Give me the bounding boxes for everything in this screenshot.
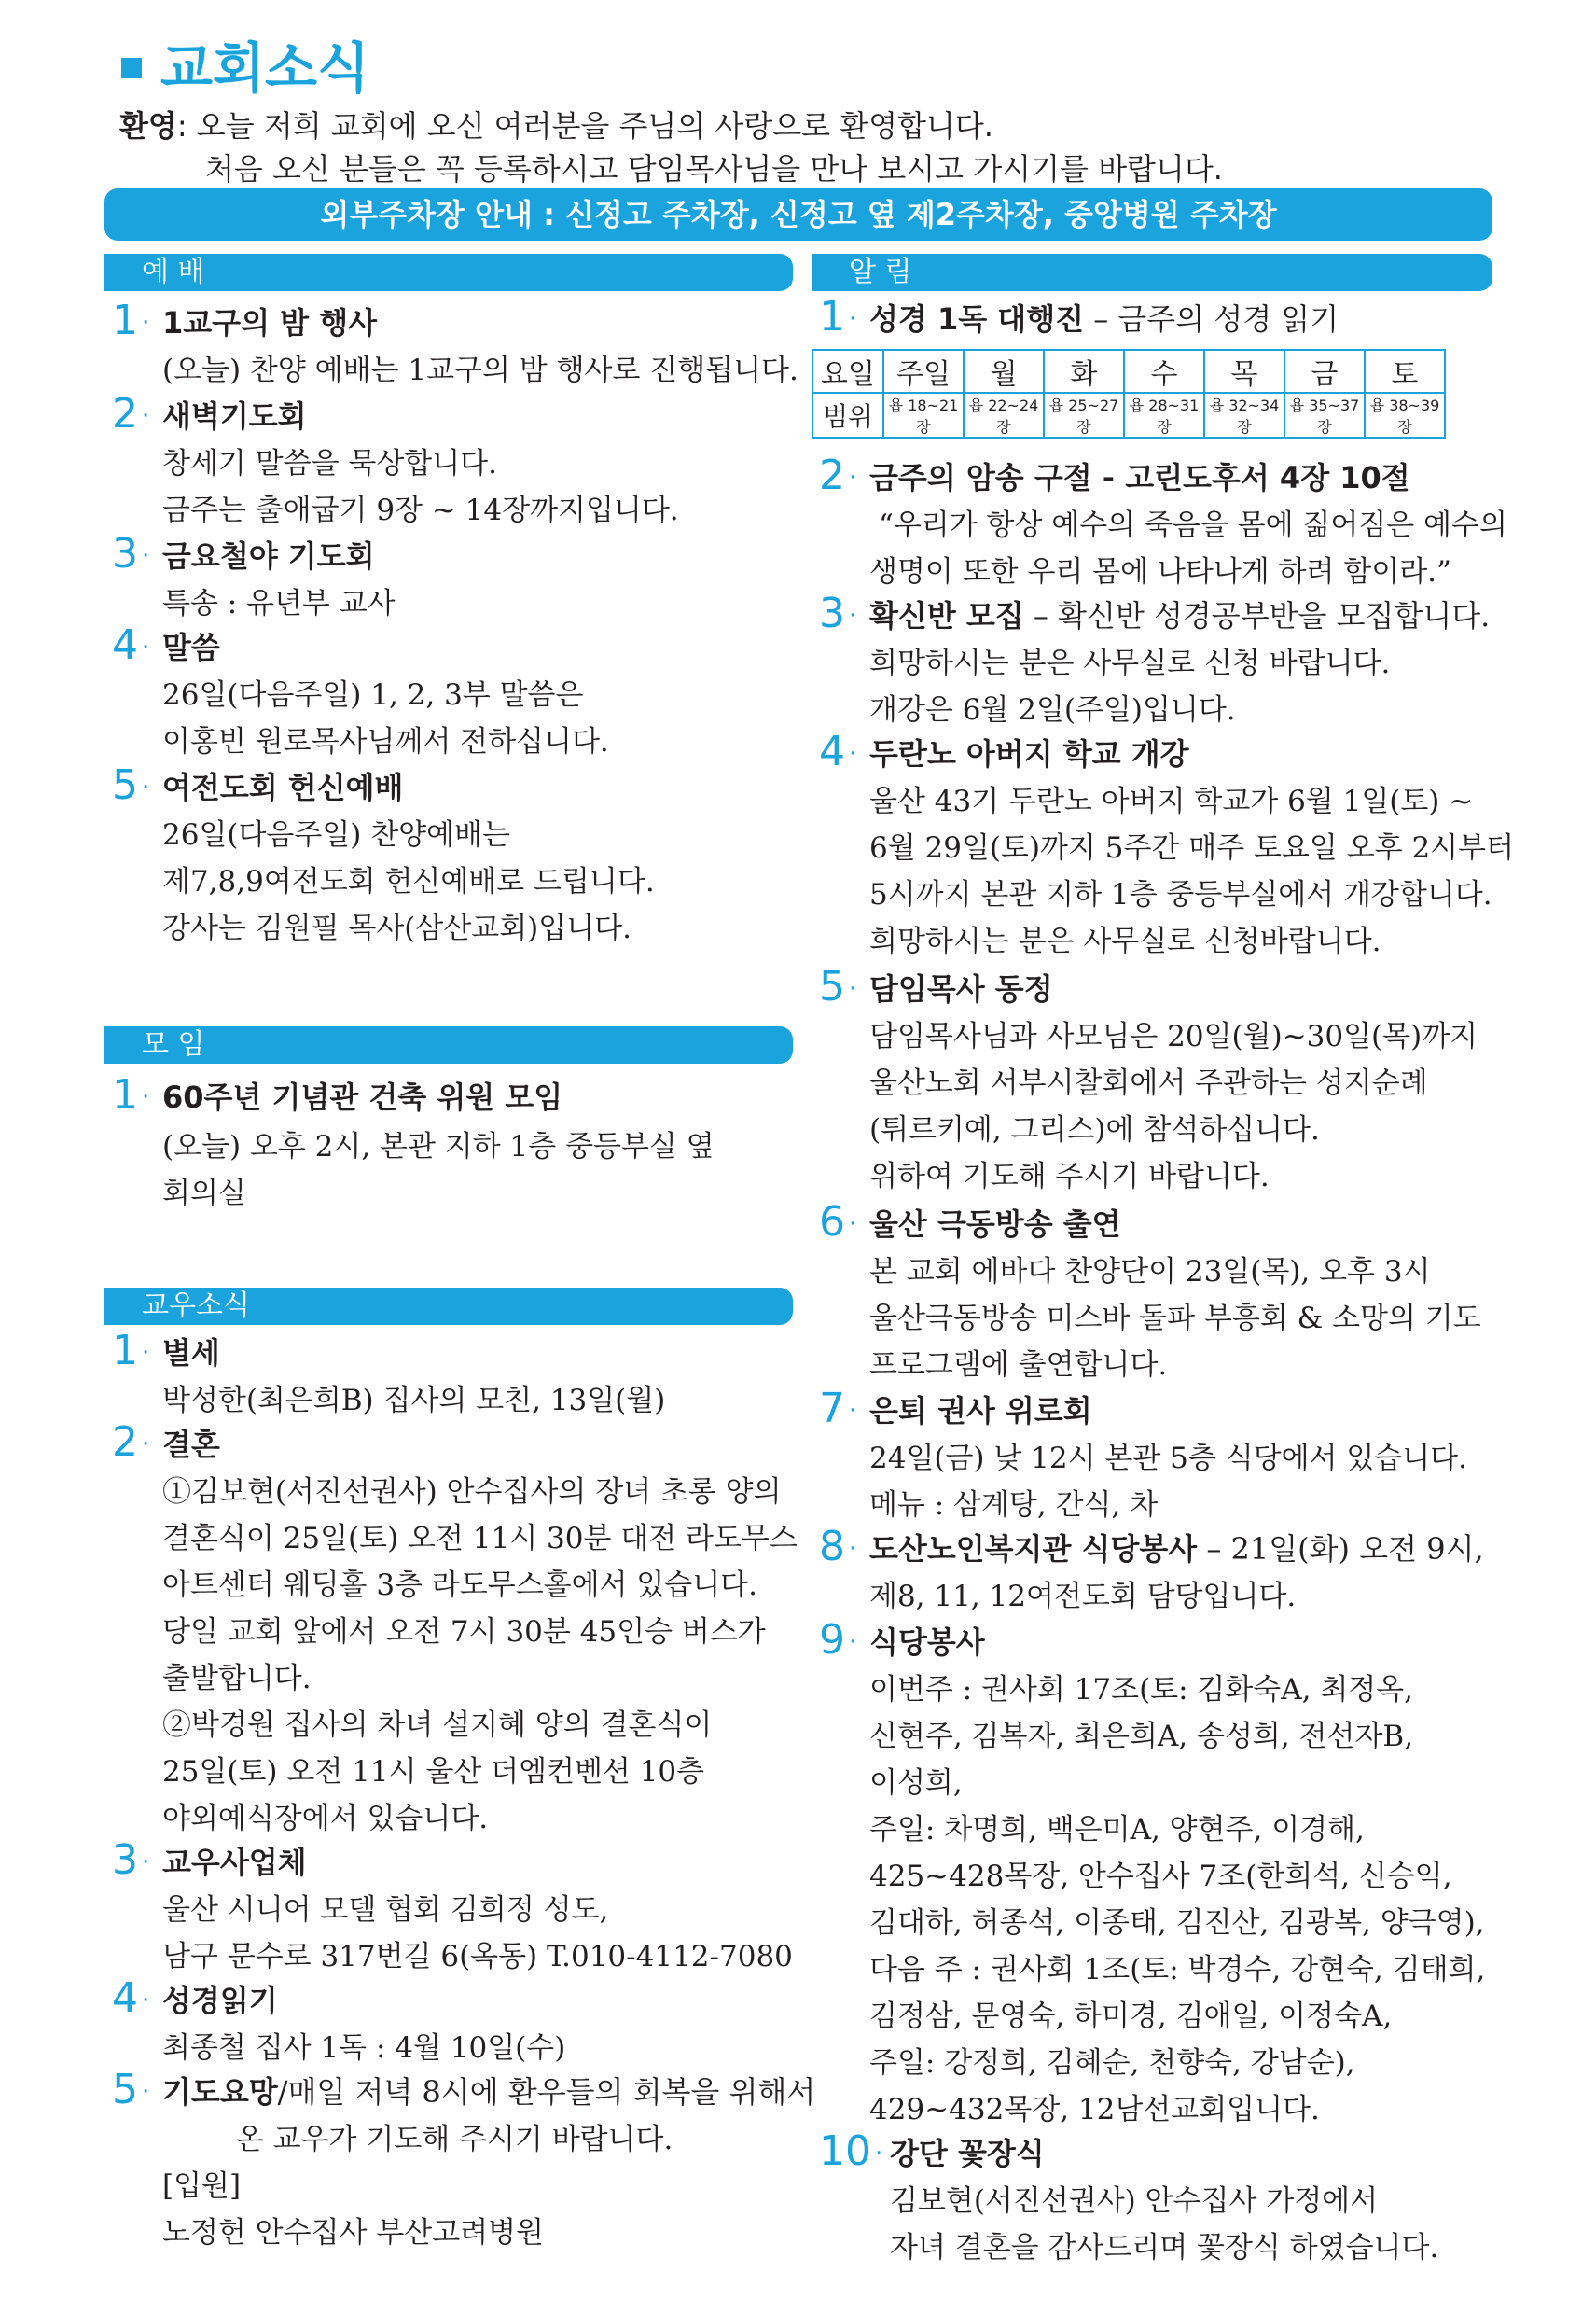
item-title: 강단 꽃장식 bbox=[890, 2136, 1045, 2171]
item-text: (튀르키예, 그리스)에 참석하십니다. bbox=[869, 1113, 1320, 1147]
item-text: 425~428목장, 안수집사 7조(한희석, 신승익, bbox=[869, 1860, 1452, 1893]
item-text: 프로그램에 출연합니다. bbox=[869, 1348, 1168, 1382]
item-number: 5 · bbox=[112, 2066, 150, 2113]
item-text: “우리가 항상 예수의 죽음을 몸에 짊어짐은 예수의 bbox=[879, 509, 1507, 542]
item-number: 3 · bbox=[112, 1836, 150, 1884]
item-title: 교우사업체 bbox=[162, 1845, 307, 1880]
table-header-row bbox=[812, 350, 1445, 393]
page-title: 교회소식 bbox=[160, 36, 370, 100]
item-text: 당일 교회 앞에서 오전 7시 30분 45인승 버스가 bbox=[162, 1615, 766, 1649]
item-title-rest: /매일 저녁 8시에 환우들의 회복을 위해서 bbox=[277, 2074, 816, 2110]
item-number: 8 · bbox=[819, 1523, 857, 1570]
table-header-cell: 화 bbox=[1044, 350, 1124, 393]
item-text: ①김보현(서진선권사) 안수집사의 장녀 초롱 양의 bbox=[162, 1475, 782, 1509]
item-text: ②박경원 집사의 차녀 설지혜 양의 결혼식이 bbox=[162, 1708, 713, 1742]
item-text: 26일(다음주일) 1, 2, 3부 말씀은 bbox=[162, 678, 584, 712]
table-header-cell: 월 bbox=[964, 350, 1044, 393]
item-text: 야외예식장에서 있습니다. bbox=[162, 1802, 489, 1835]
item-text: 회의실 bbox=[162, 1177, 246, 1210]
item-title: 금요철야 기도회 bbox=[162, 538, 375, 574]
item-text: 특송 : 유년부 교사 bbox=[162, 587, 396, 620]
item-number: 3 · bbox=[819, 590, 857, 637]
item-title: 금주의 암송 구절 - 고린도후서 4장 10절 bbox=[869, 460, 1410, 495]
item-number: 2 · bbox=[112, 390, 150, 438]
item-number: 5 · bbox=[112, 761, 150, 809]
table-header-cell: 금 bbox=[1284, 350, 1365, 393]
item-text: 남구 문수로 317번길 6(옥동) T.010-4112-7080 bbox=[162, 1940, 793, 1973]
item-text: 이번주 : 권사회 17조(토: 김화숙A, 최정옥, bbox=[869, 1673, 1414, 1707]
item-text: 제8, 11, 12여전도회 담당입니다. bbox=[869, 1580, 1297, 1613]
item-text: 429~432목장, 12남선교회입니다. bbox=[869, 2093, 1320, 2126]
welcome-label: 환영 bbox=[119, 108, 177, 144]
item-text: 주일: 차명희, 백은미A, 양현주, 이경해, bbox=[869, 1813, 1365, 1847]
item-text: 제7,8,9여전도회 헌신예배로 드립니다. bbox=[162, 865, 655, 899]
item-text: [입원] bbox=[162, 2169, 242, 2203]
item-title: 기도요망/매일 저녁 8시에 환우들의 회복을 위해서 bbox=[162, 2074, 816, 2110]
item-text: 이성희, bbox=[869, 1766, 963, 1800]
item-text: 메뉴 : 삼계탕, 간식, 차 bbox=[869, 1488, 1159, 1522]
table-header-cell: 수 bbox=[1124, 350, 1204, 393]
welcome-message bbox=[119, 105, 1223, 190]
item-number: 1 · bbox=[112, 297, 150, 344]
item-text: 울산극동방송 미스바 돌파 부흥회 & 소망의 기도 bbox=[869, 1302, 1481, 1335]
item-text: 울산 시니어 모델 협회 김희정 성도, bbox=[162, 1893, 609, 1927]
item-title-rest: – 21일(화) 오전 9시, bbox=[1197, 1531, 1484, 1567]
item-title: 성경읽기 bbox=[162, 1983, 278, 2018]
item-text: 다음 주 : 권사회 1조(토: 박경수, 강현숙, 김태희, bbox=[869, 1953, 1486, 1986]
item-text: 울산 43기 두란노 아버지 학교가 6월 1일(토) ~ bbox=[869, 785, 1474, 818]
item-text: 희망하시는 분은 사무실로 신청 바랍니다. bbox=[869, 647, 1391, 680]
table-row bbox=[812, 393, 1445, 438]
bible-reading-table bbox=[812, 349, 1446, 439]
table-cell: 범위 bbox=[812, 393, 883, 438]
item-text: 박성한(최은희B) 집사의 모친, 13일(월) bbox=[162, 1384, 666, 1417]
item-text: 담임목사님과 사모님은 20일(월)~30일(목)까지 bbox=[869, 1020, 1478, 1053]
title-square-icon bbox=[121, 58, 142, 78]
item-title-rest: – 확신반 성경공부반을 모집합니다. bbox=[1023, 598, 1491, 634]
table-cell: 욥 18~21장 bbox=[883, 393, 964, 438]
item-title: 새벽기도회 bbox=[162, 398, 307, 434]
welcome-line-2: 처음 오신 분들은 꼭 등록하시고 담임목사님을 만나 보시고 가시기를 바랍니다. bbox=[205, 151, 1223, 187]
item-text: 금주는 출애굽기 9장 ~ 14장까지입니다. bbox=[162, 494, 679, 527]
table-cell: 욥 32~34장 bbox=[1204, 393, 1284, 438]
item-text: 6월 29일(토)까지 5주간 매주 토요일 오후 2시부터 bbox=[869, 831, 1515, 865]
item-number: 2 · bbox=[112, 1418, 150, 1466]
item-number: 6 · bbox=[819, 1198, 857, 1246]
table-cell: 욥 35~37장 bbox=[1284, 393, 1365, 438]
item-text: 24일(금) 낮 12시 본관 5층 식당에서 있습니다. bbox=[869, 1442, 1467, 1475]
table-cell: 욥 38~39장 bbox=[1365, 393, 1445, 438]
section-heading-members: 교우소식 bbox=[104, 1288, 793, 1325]
item-number: 3 · bbox=[112, 530, 150, 578]
item-title: 담임목사 동정 bbox=[869, 971, 1053, 1007]
item-title: 식당봉사 bbox=[869, 1624, 985, 1660]
item-title: 도산노인복지관 식당봉사 – 21일(화) 오전 9시, bbox=[869, 1531, 1484, 1567]
item-text: 위하여 기도해 주시기 바랍니다. bbox=[869, 1160, 1270, 1193]
item-title-rest: – 금주의 성경 읽기 bbox=[1084, 301, 1339, 337]
item-title: 1교구의 밤 행사 bbox=[162, 305, 378, 341]
item-text: 25일(토) 오전 11시 울산 더엠컨벤션 10층 bbox=[162, 1755, 705, 1789]
item-text: 김정삼, 문영숙, 하미경, 김애일, 이정숙A, bbox=[869, 2000, 1393, 2033]
item-text: 울산노회 서부시찰회에서 주관하는 성지순례 bbox=[869, 1066, 1428, 1100]
item-text: 이홍빈 원로목사님께서 전하십니다. bbox=[162, 725, 609, 759]
welcome-line-1: : 오늘 저희 교회에 오신 여러분을 주님의 사랑으로 환영합니다. bbox=[176, 108, 993, 144]
item-text: 희망하시는 분은 사무실로 신청바랍니다. bbox=[869, 925, 1381, 958]
parking-banner: 외부주차장 안내 : 신정고 주차장, 신정고 옆 제2주차장, 중앙병원 주차장 bbox=[104, 188, 1492, 241]
table-header-cell: 토 bbox=[1365, 350, 1445, 393]
item-text: 26일(다음주일) 찬양예배는 bbox=[162, 818, 510, 852]
item-title: 성경 1독 대행진 – 금주의 성경 읽기 bbox=[869, 301, 1339, 337]
item-text: 노정헌 안수집사 부산고려병원 bbox=[162, 2216, 545, 2250]
item-text: 본 교회 에바다 찬양단이 23일(목), 오후 3시 bbox=[869, 1255, 1431, 1289]
item-number: 10 · bbox=[819, 2127, 883, 2175]
table-cell: 욥 22~24장 bbox=[964, 393, 1044, 438]
item-number: 1 · bbox=[819, 293, 857, 341]
item-title: 말씀 bbox=[162, 630, 220, 665]
table-header-cell: 목 bbox=[1204, 350, 1284, 393]
item-text: 결혼식이 25일(토) 오전 11시 30분 대전 라도무스 bbox=[162, 1522, 798, 1555]
item-text: 창세기 말씀을 묵상합니다. bbox=[162, 447, 497, 481]
item-title: 두란노 아버지 학교 개강 bbox=[869, 736, 1189, 772]
item-title: 여전도회 헌신예배 bbox=[162, 770, 404, 805]
item-text: 김대하, 허종석, 이종태, 김진산, 김광복, 양극영), bbox=[869, 1906, 1485, 1940]
section-heading-meeting: 모 임 bbox=[104, 1026, 793, 1064]
item-text: 강사는 김원필 목사(삼산교회)입니다. bbox=[162, 912, 631, 945]
item-text: 김보현(서진선권사) 안수집사 가정에서 bbox=[890, 2184, 1379, 2218]
item-text: 출발합니다. bbox=[162, 1662, 312, 1695]
item-text: (오늘) 찬양 예배는 1교구의 밤 행사로 진행됩니다. bbox=[162, 354, 798, 387]
item-number: 9 · bbox=[819, 1616, 857, 1664]
item-title: 울산 극동방송 출연 bbox=[869, 1206, 1121, 1242]
item-title: 결혼 bbox=[162, 1427, 220, 1462]
item-text: 온 교우가 기도해 주시기 바랍니다. bbox=[162, 2123, 673, 2156]
table-header-cell: 주일 bbox=[883, 350, 964, 393]
item-number: 4 · bbox=[112, 1974, 150, 2022]
item-text: 신현주, 김복자, 최은희A, 송성희, 전선자B, bbox=[869, 1720, 1414, 1753]
item-text: (오늘) 오후 2시, 본관 지하 1층 중등부실 옆 bbox=[162, 1130, 715, 1164]
item-text: 개강은 6월 2일(주일)입니다. bbox=[869, 693, 1236, 727]
item-text: 생명이 또한 우리 몸에 나타나게 하려 함이라.” bbox=[869, 555, 1451, 589]
item-number: 4 · bbox=[112, 621, 150, 669]
item-number: 2 · bbox=[819, 452, 857, 499]
item-title: 확신반 모집 – 확신반 성경공부반을 모집합니다. bbox=[869, 598, 1491, 634]
item-text: 최종철 집사 1독 : 4월 10일(수) bbox=[162, 2031, 566, 2065]
table-header-cell: 요일 bbox=[812, 350, 883, 393]
item-number: 1 · bbox=[112, 1327, 150, 1374]
item-title: 60주년 기념관 건축 위원 모임 bbox=[162, 1080, 563, 1115]
table-cell: 욥 25~27장 bbox=[1044, 393, 1124, 438]
item-number: 1 · bbox=[112, 1071, 150, 1119]
item-title: 별세 bbox=[162, 1335, 220, 1371]
item-text: 주일: 강정희, 김혜순, 천향숙, 강남순), bbox=[869, 2046, 1355, 2080]
item-text: 아트센터 웨딩홀 3층 라도무스홀에서 있습니다. bbox=[162, 1568, 757, 1602]
item-number: 5 · bbox=[819, 963, 857, 1011]
section-heading-worship: 예 배 bbox=[104, 254, 793, 291]
item-number: 7 · bbox=[819, 1385, 857, 1432]
item-text: 자녀 결혼을 감사드리며 꽃장식 하였습니다. bbox=[890, 2231, 1439, 2265]
section-heading-notices: 알 림 bbox=[812, 254, 1492, 291]
item-number: 4 · bbox=[819, 728, 857, 775]
item-title: 은퇴 권사 위로회 bbox=[869, 1393, 1092, 1429]
table-cell: 욥 28~31장 bbox=[1124, 393, 1204, 438]
item-text: 5시까지 본관 지하 1층 중등부실에서 개강합니다. bbox=[869, 878, 1492, 912]
